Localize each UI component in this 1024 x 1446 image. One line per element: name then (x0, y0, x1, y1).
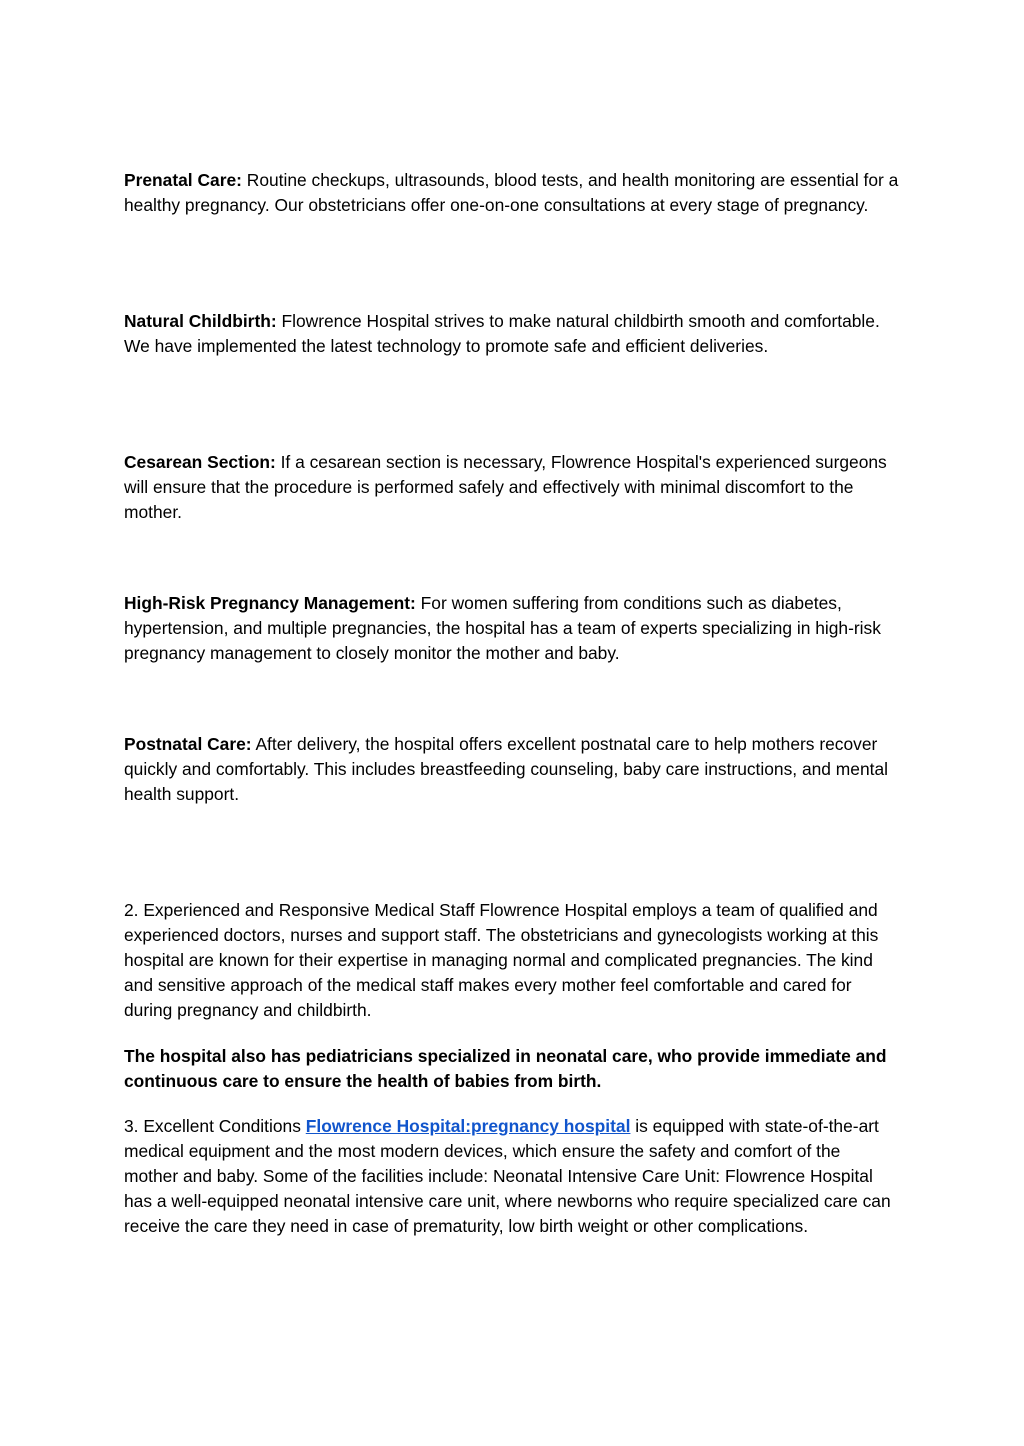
section-body: If a cesarean section is necessary, Flowrence Hospital's experienced surgeons will ensure that the procedure is performed safely and effectively with minimal discomfort to the mother. (124, 452, 887, 522)
section-body: Routine checkups, ultrasounds, blood tests, and health monitoring are essential for a healthy pregnancy. Our obstetricians offer one-on-one consultations at every stage of pregnancy. (124, 170, 899, 215)
section-cesarean-section (124, 450, 899, 525)
section-heading: Prenatal Care: (124, 170, 242, 190)
conditions-paragraph (124, 1114, 899, 1239)
section-body: Flowrence Hospital strives to make natural childbirth smooth and comfortable. We have implemented the latest technology to promote safe and efficient deliveries. (124, 311, 880, 356)
section-heading: Natural Childbirth: (124, 311, 277, 331)
hospital-link[interactable]: Flowrence Hospital:pregnancy hospital (305, 1116, 631, 1136)
section-high-risk-pregnancy (124, 591, 899, 666)
section-prenatal-care (124, 168, 899, 218)
section-heading: Postnatal Care: (124, 734, 252, 754)
section-body: For women suffering from conditions such as diabetes, hypertension, and multiple pregnancies, the hospital has a team of experts specializing in high-risk pregnancy management to closely monitor the mother and baby. (124, 593, 881, 663)
section-body: After delivery, the hospital offers excellent postnatal care to help mothers recover quickly and comfortably. This includes breastfeeding counseling, baby care instructions, and mental health support. (124, 734, 888, 804)
section-heading: Cesarean Section: (124, 452, 276, 472)
pediatrician-paragraph: The hospital also has pediatricians specialized in neonatal care, who provide immediate and continuous care to ensure the health of babies from birth. (124, 1046, 887, 1091)
staff-paragraph: 2. Experienced and Responsive Medical Staff Flowrence Hospital employs a team of qualified and experienced doctors, nurses and support staff. The obstetricians and gynecologists working at this hospital are known for their expertise in managing normal and complicated pregnancies. The kind and sensitive approach of the medical staff makes every mother feel comfortable and cared for during pregnancy and childbirth. (124, 900, 879, 1020)
section-postnatal-care (124, 732, 899, 807)
section-natural-childbirth (124, 309, 899, 359)
conditions-prefix: 3. Excellent Conditions (124, 1116, 306, 1136)
section-heading: High-Risk Pregnancy Management: (124, 593, 416, 613)
conditions-suffix: is equipped with state-of-the-art medical equipment and the most modern devices, which ensure the safety and comfort of the mother and baby. Some of the facilities include: Neonatal Intensive Care Unit: Flowrence Hospital has a well-equipped neonatal intensive care unit, where newborns who require specialized care can receive the care they need in case of prematurity, low birth weight or other complications. (124, 1116, 891, 1236)
